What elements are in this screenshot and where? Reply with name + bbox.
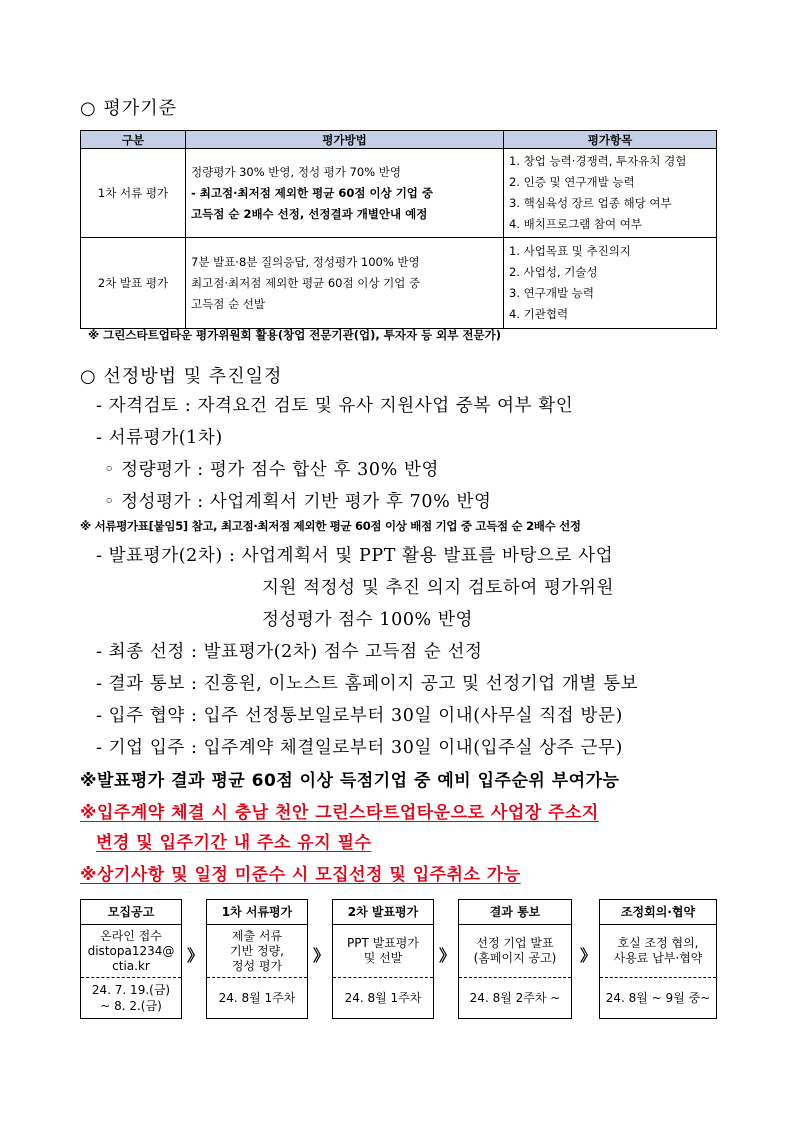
text-line: - 발표평가(2차) : 사업계획서 및 PPT 활용 발표를 바탕으로 사업 (96, 546, 614, 566)
items-cell (504, 238, 717, 329)
text-line: ◦ 정성평가 : 사업계획서 기반 평가 후 70% 반영 (104, 492, 492, 512)
evaluation-table (80, 130, 717, 329)
text-line: - 서류평가(1차) (96, 428, 223, 448)
process-step (599, 899, 717, 1019)
method-line: 7분 발표·8분 질의응답, 정성평가 100% 반영 (191, 254, 420, 269)
item-line: 4. 배치프로그램 참여 여부 (509, 217, 643, 231)
row-label: 2차 발표 평가 (81, 238, 186, 329)
item-line: 3. 연구개발 능력 (509, 286, 594, 300)
method-cell (186, 238, 504, 329)
method-line: 최고점·최저점 제외한 평균 60점 이상 기업 중 (191, 275, 421, 290)
header-items: 평가항목 (504, 131, 717, 149)
chevron-right-icon: 》 (580, 946, 597, 965)
chevron-right-icon: 》 (439, 946, 456, 965)
step-title: 1차 서류평가 (207, 900, 307, 925)
step-body: PPT 발표평가 및 선발 (333, 925, 433, 978)
text-line: - 결과 통보 : 진흥원, 이노스트 홈페이지 공고 및 선정기업 개별 통보 (96, 674, 639, 694)
notice-line-red: 변경 및 입주기간 내 주소 유지 필수 (96, 833, 372, 853)
step-date: 24. 7. 19.(금) ~ 8. 2.(금) (91, 983, 171, 1013)
section-title-criteria: ○ 평가기준 (80, 98, 177, 119)
step-body: 호실 조정 협의, 사용료 납부·협약 (600, 925, 716, 978)
step-date: 24. 8월 ~ 9월 중~ (605, 991, 711, 1005)
items-cell (504, 149, 717, 238)
text-line: - 최종 선정 : 발표평가(2차) 점수 고득점 순 선정 (96, 642, 483, 662)
header-category: 구분 (81, 131, 186, 149)
row-label: 1차 서류 평가 (81, 149, 186, 238)
notice-line-red: ※상기사항 및 일정 미준수 시 모집선정 및 입주취소 가능 (80, 865, 521, 885)
notice-line-red: ※입주계약 체결 시 충남 천안 그린스타트업타운으로 사업장 주소지 (80, 803, 599, 823)
method-line: 고득점 순 선발 (191, 296, 265, 311)
process-step (458, 899, 572, 1019)
process-step (332, 899, 434, 1019)
step-date: 24. 8월 1주차 (218, 991, 296, 1005)
section-title-selection: ○ 선정방법 및 추진일정 (80, 366, 283, 387)
text-line: - 입주 협약 : 입주 선정통보일로부터 30일 이내(사무실 직접 방문) (96, 706, 623, 726)
text-line: ◦ 정량평가 : 평가 점수 합산 후 30% 반영 (104, 460, 439, 480)
table-note: ※ 그린스타트업타운 평가위원회 활용(창업 전문기관(업), 투자자 등 외부 전문가) (88, 328, 501, 342)
method-line: - 최고점·최저점 제외한 평균 60점 이상 기업 중 (191, 185, 434, 200)
step-body: 선정 기업 발표 (홈페이지 공고) (459, 925, 571, 978)
method-cell (186, 149, 504, 238)
item-line: 4. 기관협력 (509, 307, 569, 321)
step-title: 결과 통보 (459, 900, 571, 925)
text-line: - 기업 입주 : 입주계약 체결일로부터 30일 이내(입주실 상주 근무) (96, 738, 623, 758)
step-date: 24. 8월 2주차 ~ (469, 991, 561, 1005)
process-step (206, 899, 308, 1019)
item-line: 2. 인증 및 연구개발 능력 (509, 175, 635, 189)
document-note: ※ 서류평가표[붙임5] 참고, 최고점·최저점 제외한 평균 60점 이상 배점 기업 중 고득점 순 2배수 선정 (80, 519, 581, 533)
step-body: 제출 서류 기반 정량, 정성 평가 (207, 925, 307, 978)
item-line: 3. 핵심육성 장르 업종 해당 여부 (509, 196, 672, 210)
step-title: 조정회의·협약 (600, 900, 716, 925)
text-line: 지원 적정성 및 추진 의지 검토하여 평가위원 (262, 578, 615, 598)
chevron-right-icon: 》 (313, 946, 330, 965)
method-line: 정량평가 30% 반영, 정성 평가 70% 반영 (191, 164, 402, 179)
step-body: 온라인 접수 distopa1234@ ctia.kr (81, 925, 181, 978)
step-title: 모집공고 (81, 900, 181, 925)
notice-line: ※발표평가 결과 평균 60점 이상 득점기업 중 예비 입주순위 부여가능 (80, 771, 620, 791)
item-line: 1. 창업 능력·경쟁력, 투자유치 경험 (509, 154, 687, 168)
text-line: 정성평가 점수 100% 반영 (262, 610, 473, 630)
table-header-row (81, 131, 717, 149)
item-line: 2. 사업성, 기술성 (509, 265, 598, 279)
process-step (80, 899, 182, 1019)
text-line: - 자격검토 : 자격요건 검토 및 유사 지원사업 중복 여부 확인 (96, 396, 574, 416)
step-date: 24. 8월 1주차 (344, 991, 422, 1005)
table-row (81, 238, 717, 329)
step-title: 2차 발표평가 (333, 900, 433, 925)
header-method: 평가방법 (186, 131, 504, 149)
chevron-right-icon: 》 (187, 946, 204, 965)
item-line: 1. 사업목표 및 추진의지 (509, 244, 631, 258)
table-row (81, 149, 717, 238)
method-line: 고득점 순 2배수 선정, 선정결과 개별안내 예정 (191, 206, 428, 221)
